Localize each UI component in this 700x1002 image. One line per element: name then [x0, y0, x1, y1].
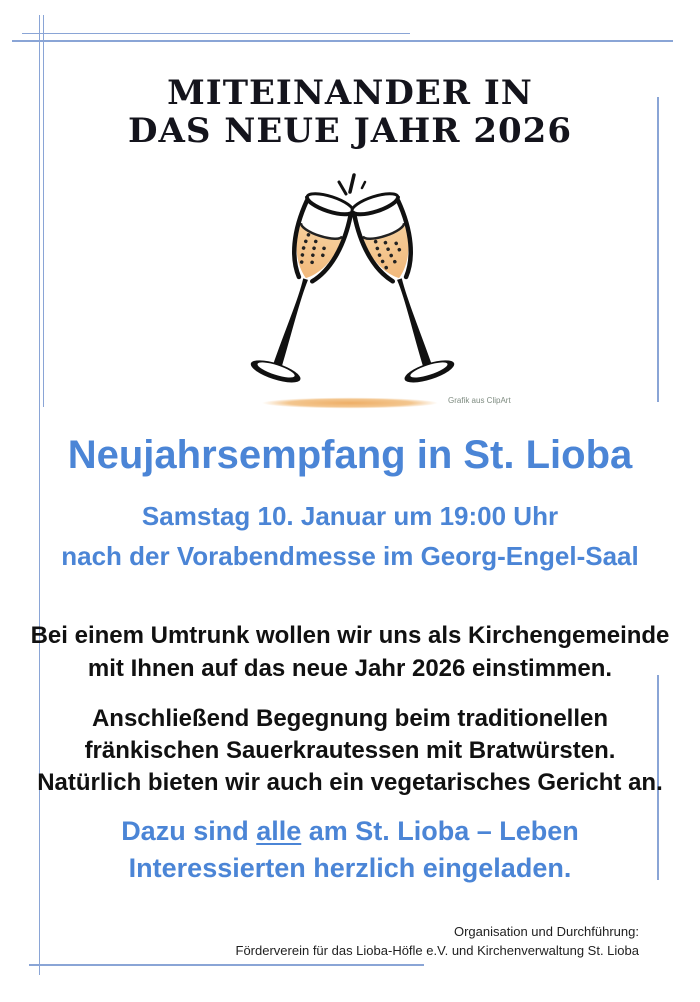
invitation-line1-suffix: am St. Lioba – Leben — [301, 816, 579, 846]
sparkle-icon — [339, 175, 365, 194]
body-p2-line1: Anschließend Begegnung beim traditionellen — [91, 705, 609, 732]
event-location: nach der Vorabendmesse im Georg-Engel-Saal — [61, 541, 639, 571]
invitation-line1-prefix: Dazu sind — [121, 816, 257, 846]
invitation-line2: Interessierten herzlich eingeladen. — [128, 853, 572, 883]
page-title — [0, 74, 700, 150]
body-p2-line2: fränkischen Sauerkrautessen mit Bratwürsten. — [84, 737, 616, 764]
invitation-line1 — [0, 813, 700, 850]
body-p1-line2: mit Ihnen auf das neue Jahr 2026 einstimmen. — [87, 655, 613, 682]
bottom-decor-line — [29, 964, 424, 966]
footer-line1: Organisation und Durchführung: — [453, 924, 639, 939]
event-heading: Neujahrsempfang in St. Lioba — [67, 433, 633, 477]
invitation-text — [0, 813, 700, 887]
body-paragraph-1 — [0, 619, 700, 685]
footer-line2: Förderverein für das Lioba-Höfle e.V. und Kirchenverwaltung St. Lioba — [235, 943, 639, 958]
left-glass — [248, 189, 357, 387]
page-title-line1: MITEINANDER IN — [167, 73, 533, 113]
page-title-line2: DAS NEUE JAHR 2026 — [128, 111, 572, 151]
champagne-glasses-clipart — [235, 172, 465, 412]
clipart-credit: Grafik aus ClipArt — [448, 396, 511, 405]
top-decor-line-thick — [12, 40, 673, 42]
body-p1-line1: Bei einem Umtrunk wollen wir uns als Kirchengemeinde — [30, 622, 670, 649]
right-glass — [348, 189, 457, 387]
organizer-footer — [236, 922, 639, 960]
invitation-underlined-word: alle — [256, 816, 302, 846]
clipart-shadow — [262, 398, 438, 409]
body-p2-line3: Natürlich bieten wir auch ein vegetarisches Gericht an. — [37, 769, 663, 796]
top-decor-line-thin — [22, 33, 410, 34]
event-date: Samstag 10. Januar um 19:00 Uhr — [141, 501, 559, 531]
body-paragraph-2 — [0, 703, 700, 799]
